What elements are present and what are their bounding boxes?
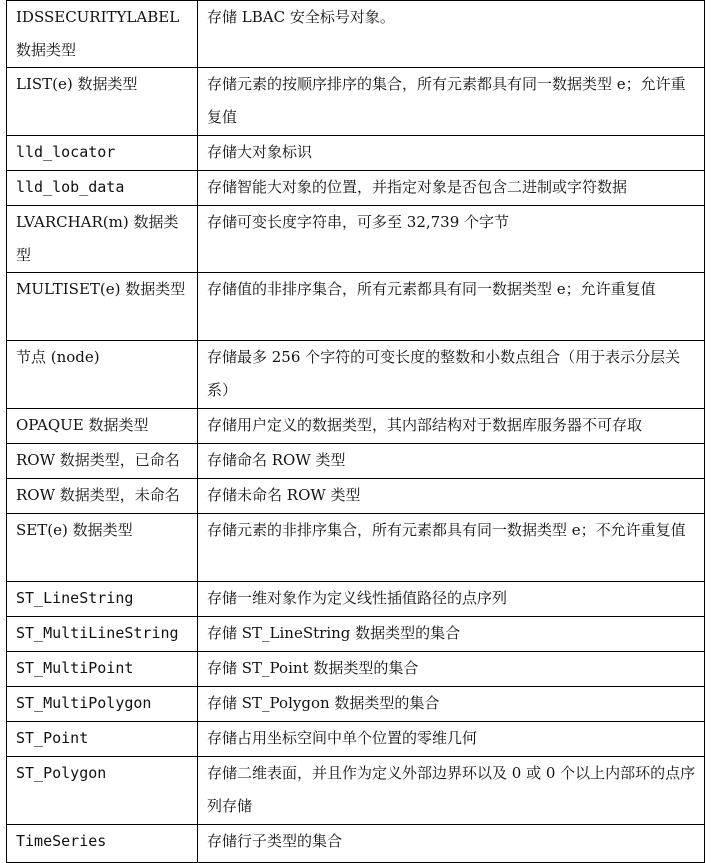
type-name-cell: LIST(e) 数据类型 bbox=[7, 68, 198, 136]
table-row bbox=[7, 825, 705, 863]
table-row bbox=[7, 171, 705, 206]
type-desc-cell: 存储智能大对象的位置，并指定对象是否包含二进制或字符数据 bbox=[198, 171, 705, 206]
type-desc-cell: 存储元素的非排序集合，所有元素都具有同一数据类型 e；不允许重复值 bbox=[198, 514, 705, 582]
table-row bbox=[7, 757, 705, 825]
table-row bbox=[7, 68, 705, 136]
type-name-cell: OPAQUE 数据类型 bbox=[7, 409, 198, 444]
type-name-cell: ST_MultiPoint bbox=[7, 652, 198, 687]
table-row bbox=[7, 341, 705, 409]
table-row bbox=[7, 1, 705, 68]
type-desc-cell: 存储 ST_LineString 数据类型的集合 bbox=[198, 617, 705, 652]
table-row bbox=[7, 514, 705, 582]
type-name-cell: ST_LineString bbox=[7, 582, 198, 617]
table-row bbox=[7, 444, 705, 479]
type-desc-cell: 存储 ST_Point 数据类型的集合 bbox=[198, 652, 705, 687]
table-row bbox=[7, 273, 705, 341]
table-row bbox=[7, 206, 705, 273]
table-row bbox=[7, 409, 705, 444]
type-desc-cell: 存储可变长度字符串，可多至 32,739 个字节 bbox=[198, 206, 705, 273]
type-desc-cell: 存储用户定义的数据类型，其内部结构对于数据库服务器不可存取 bbox=[198, 409, 705, 444]
type-name-cell: ST_MultiPolygon bbox=[7, 687, 198, 722]
type-name-cell: ST_Point bbox=[7, 722, 198, 757]
type-desc-cell: 存储二维表面，并且作为定义外部边界环以及 0 或 0 个以上内部环的点序列存储 bbox=[198, 757, 705, 825]
type-name-cell: LVARCHAR(m) 数据类型 bbox=[7, 206, 198, 273]
type-desc-cell: 存储未命名 ROW 类型 bbox=[198, 479, 705, 514]
table-row bbox=[7, 687, 705, 722]
type-name-cell: lld_lob_data bbox=[7, 171, 198, 206]
table-row bbox=[7, 652, 705, 687]
type-name-cell: ST_MultiLineString bbox=[7, 617, 198, 652]
type-name-cell: IDSSECURITYLABEL 数据类型 bbox=[7, 1, 198, 68]
type-desc-cell: 存储值的非排序集合，所有元素都具有同一数据类型 e；允许重复值 bbox=[198, 273, 705, 341]
type-desc-cell: 存储大对象标识 bbox=[198, 136, 705, 171]
type-name-cell: lld_locator bbox=[7, 136, 198, 171]
table-row bbox=[7, 582, 705, 617]
type-desc-cell: 存储元素的按顺序排序的集合，所有元素都具有同一数据类型 e；允许重复值 bbox=[198, 68, 705, 136]
type-desc-cell: 存储最多 256 个字符的可变长度的整数和小数点组合（用于表示分层关系） bbox=[198, 341, 705, 409]
type-name-cell: 节点 (node) bbox=[7, 341, 198, 409]
type-desc-cell: 存储 ST_Polygon 数据类型的集合 bbox=[198, 687, 705, 722]
table-row bbox=[7, 722, 705, 757]
type-desc-cell: 存储命名 ROW 类型 bbox=[198, 444, 705, 479]
type-desc-cell: 存储 LBAC 安全标号对象。 bbox=[198, 1, 705, 68]
type-desc-cell: 存储一维对象作为定义线性插值路径的点序列 bbox=[198, 582, 705, 617]
data-type-table bbox=[6, 0, 705, 863]
type-name-cell: ROW 数据类型，未命名 bbox=[7, 479, 198, 514]
type-desc-cell: 存储占用坐标空间中单个位置的零维几何 bbox=[198, 722, 705, 757]
type-name-cell: TimeSeries bbox=[7, 825, 198, 863]
type-name-cell: ROW 数据类型，已命名 bbox=[7, 444, 198, 479]
table-row bbox=[7, 617, 705, 652]
type-name-cell: ST_Polygon bbox=[7, 757, 198, 825]
type-name-cell: SET(e) 数据类型 bbox=[7, 514, 198, 582]
table-row bbox=[7, 136, 705, 171]
type-desc-cell: 存储行子类型的集合 bbox=[198, 825, 705, 863]
type-name-cell: MULTISET(e) 数据类型 bbox=[7, 273, 198, 341]
table-row bbox=[7, 479, 705, 514]
